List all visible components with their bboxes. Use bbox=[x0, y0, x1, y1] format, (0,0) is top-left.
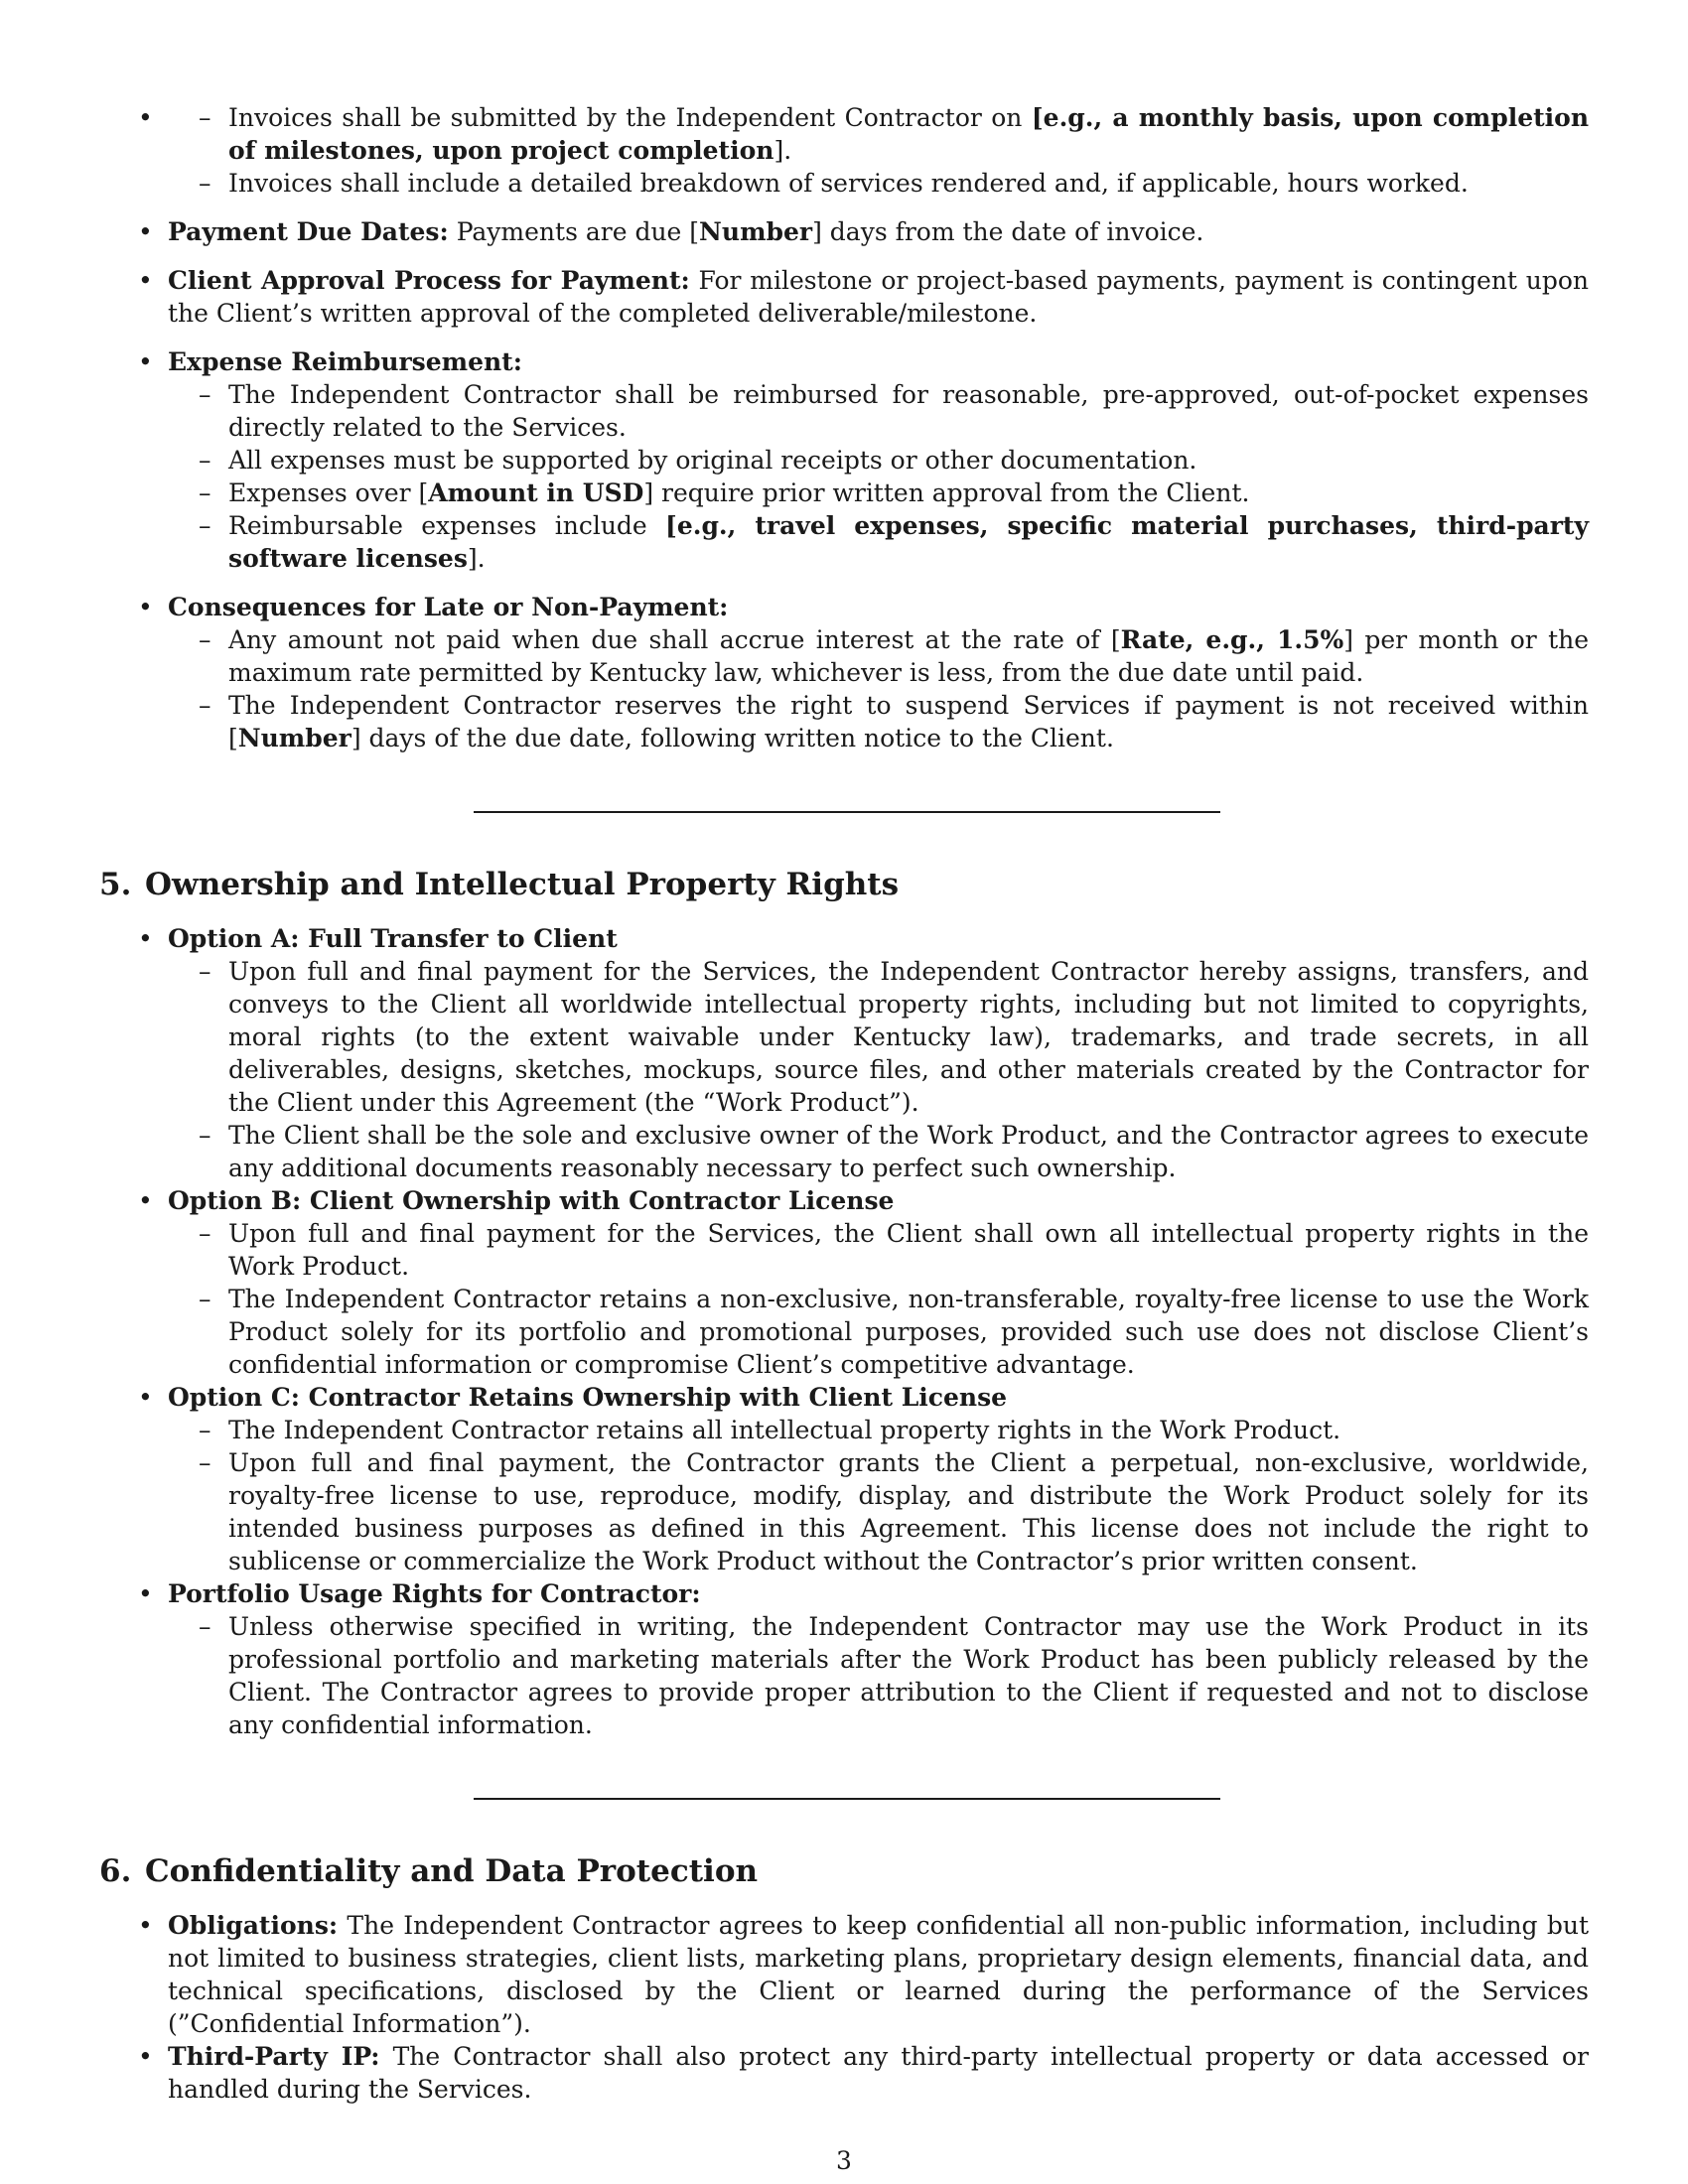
page-number: 3 bbox=[836, 2146, 852, 2175]
invoice-continuation bbox=[168, 101, 1589, 200]
confidentiality-list bbox=[99, 1909, 1589, 2106]
list-item: – The Independent Contractor reserves the right to suspend Services if payment is not received within [Number] days of the due date, following written notice to the Client. bbox=[228, 689, 1589, 754]
list-item: – Upon full and final payment for the Services, the Client shall own all intellectual property rights in the Work Product. bbox=[228, 1217, 1589, 1283]
option-c-item: • Option C: Contractor Retains Ownership with Client License – The Independent Contractor retains all intellectual property rights in the Work Product. – Upon full and final payment, the Contractor grants the Client a perpetual, non-exclusive, worldwide, royalty-free license to use, reproduce, modify, display, and distribute the Work Product solely for its intended business purposes as defined in this Agreement. This license does not include the right to sublicense or commercialize the Work Product without the Contractor’s prior written consent. bbox=[168, 1381, 1589, 1577]
list-item: – The Independent Contractor retains all intellectual property rights in the Work Product. bbox=[228, 1414, 1589, 1446]
expense-reimbursement-item: • Expense Reimbursement: – The Independent Contractor shall be reimbursed for reasonable, pre-approved, out-of-pocket expenses directly related to the Services. – All expenses must be supported by original receipts or other documentation. – Expenses over [Amount in USD] require prior written approval from the Client. – Reimbursable expenses include [e.g., travel expenses, specific material purchases, third-party software licenses]. bbox=[168, 345, 1589, 575]
list-item: – Any amount not paid when due shall accrue interest at the rate of [Rate, e.g., 1.5%] per month or the maximum rate permitted by Kentucky law, whichever is less, from the due date until paid. bbox=[228, 623, 1589, 689]
late-payment-item: • Consequences for Late or Non-Payment: – Any amount not paid when due shall accrue interest at the rate of [Rate, e.g., 1.5%] per month or the maximum rate permitted by Kentucky law, whichever is less, from the due date until paid. – The Independent Contractor reserves the right to suspend Services if payment is not received within [Number] days of the due date, following written notice to the Client. bbox=[168, 591, 1589, 754]
list-item: – Expenses over [Amount in USD] require prior written approval from the Client. bbox=[228, 477, 1589, 509]
list-item: – Invoices shall include a detailed breakdown of services rendered and, if applicable, hours worked. bbox=[228, 167, 1589, 200]
client-approval-item: • Client Approval Process for Payment: For milestone or project-based payments, payment is contingent upon the Client’s written approval of the completed deliverable/milestone. bbox=[168, 264, 1589, 330]
obligations-item: • Obligations: The Independent Contractor agrees to keep confidential all non-public information, including but not limited to business strategies, client lists, marketing plans, proprietary design elements, financial data, and technical specifications, disclosed by the Client or learned during the performance of the Services (”Confidential Information”). bbox=[168, 1909, 1589, 2040]
portfolio-usage-item: • Portfolio Usage Rights for Contractor: – Unless otherwise specified in writing, the Independent Contractor may use the Work Product in its professional portfolio and marketing materials after the Work Product has been publicly released by the Client. The Contractor agrees to provide proper attribution to the Client if requested and not to disclose any confidential information. bbox=[168, 1577, 1589, 1741]
list-item: – Upon full and final payment for the Services, the Independent Contractor hereby assigns, transfers, and conveys to the Client all worldwide intellectual property rights, including but not limited to copyrights, moral rights (to the extent waivable under Kentucky law), trademarks, and trade secrets, in all deliverables, designs, sketches, mockups, source files, and other materials created by the Contractor for the Client under this Agreement (the “Work Product”). bbox=[228, 955, 1589, 1119]
third-party-ip-item: • Third-Party IP: The Contractor shall also protect any third-party intellectual property or data accessed or handled during the Services. bbox=[168, 2040, 1589, 2106]
option-a-item: • Option A: Full Transfer to Client – Upon full and final payment for the Services, the Independent Contractor hereby assigns, transfers, and conveys to the Client all worldwide intellectual property rights, including but not limited to copyrights, moral rights (to the extent waivable under Kentucky law), trademarks, and trade secrets, in all deliverables, designs, sketches, mockups, source files, and other materials created by the Contractor for the Client under this Agreement (the “Work Product”). – The Client shall be the sole and exclusive owner of the Work Product, and the Contractor agrees to execute any additional documents reasonably necessary to perfect such ownership. bbox=[168, 922, 1589, 1184]
list-item: – Unless otherwise specified in writing, the Independent Contractor may use the Work Product in its professional portfolio and marketing materials after the Work Product has been publicly released by the Client. The Contractor agrees to provide proper attribution to the Client if requested and not to disclose any confidential information. bbox=[228, 1610, 1589, 1741]
section-heading-ownership: 5. Ownership and Intellectual Property Rights bbox=[99, 867, 900, 902]
invoice-sublist bbox=[168, 101, 1589, 200]
payment-due-item: • Payment Due Dates: Payments are due [Number] days from the date of invoice. bbox=[168, 215, 1589, 248]
list-item: – All expenses must be supported by original receipts or other documentation. bbox=[228, 444, 1589, 477]
section-heading-confidentiality: 6. Confidentiality and Data Protection bbox=[99, 1853, 759, 1889]
option-c-sublist bbox=[168, 1414, 1589, 1577]
payment-terms-list bbox=[99, 101, 1589, 754]
list-item: – The Independent Contractor retains a non-exclusive, non-transferable, royalty-free license to use the Work Product solely for its portfolio and promotional purposes, provided such use does not disclose Client’s confidential information or compromise Client’s competitive advantage. bbox=[228, 1283, 1589, 1381]
section-divider bbox=[474, 1798, 1220, 1800]
page-content bbox=[99, 101, 1589, 2106]
expense-sublist bbox=[168, 378, 1589, 575]
list-item: – Upon full and final payment, the Contractor grants the Client a perpetual, non-exclusive, worldwide, royalty-free license to use, reproduce, modify, display, and distribute the Work Product solely for its intended business purposes as defined in this Agreement. This license does not include the right to sublicense or commercialize the Work Product without the Contractor’s prior written consent. bbox=[228, 1446, 1589, 1577]
portfolio-sublist bbox=[168, 1610, 1589, 1741]
list-item: – • Invoices shall be submitted by the Independent Contractor on [e.g., a monthly basis, upon completion of milestones, upon project completion]. bbox=[228, 101, 1589, 167]
list-item: – Reimbursable expenses include [e.g., travel expenses, specific material purchases, third-party software licenses]. bbox=[228, 509, 1589, 575]
late-payment-sublist bbox=[168, 623, 1589, 754]
section-divider bbox=[474, 811, 1220, 813]
ownership-options-list bbox=[99, 922, 1589, 1741]
list-item: – The Client shall be the sole and exclusive owner of the Work Product, and the Contractor agrees to execute any additional documents reasonably necessary to perfect such ownership. bbox=[228, 1119, 1589, 1184]
option-a-sublist bbox=[168, 955, 1589, 1184]
list-item: – The Independent Contractor shall be reimbursed for reasonable, pre-approved, out-of-pocket expenses directly related to the Services. bbox=[228, 378, 1589, 444]
option-b-item: • Option B: Client Ownership with Contractor License – Upon full and final payment for the Services, the Client shall own all intellectual property rights in the Work Product. – The Independent Contractor retains a non-exclusive, non-transferable, royalty-free license to use the Work Product solely for its portfolio and promotional purposes, provided such use does not disclose Client’s confidential information or compromise Client’s competitive advantage. bbox=[168, 1184, 1589, 1381]
option-b-sublist bbox=[168, 1217, 1589, 1381]
